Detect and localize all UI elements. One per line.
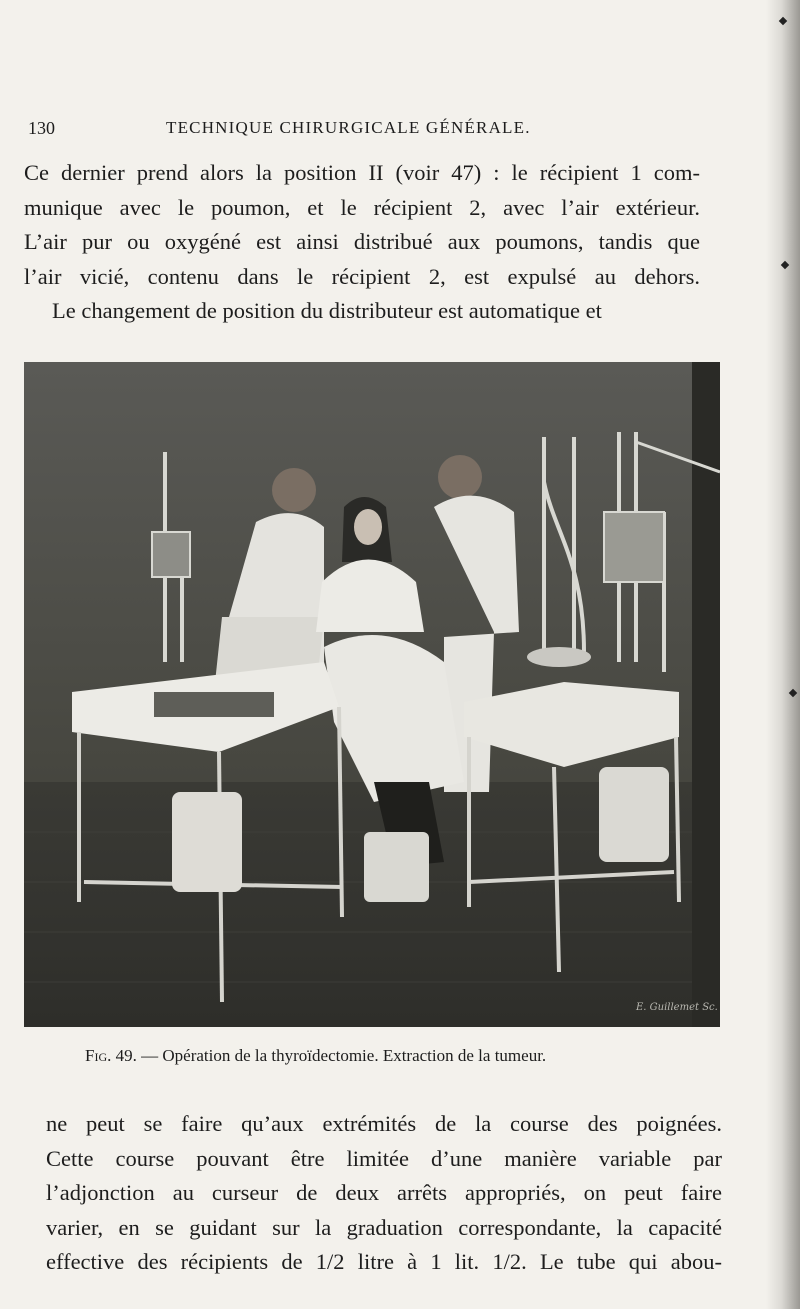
engraver-signature: E. Guillemet Sc. — [636, 1002, 718, 1013]
text-line: munique avec le poumon, et le récipient 2, avec l’air extérieur. — [24, 194, 700, 220]
top-paragraph — [24, 156, 700, 329]
figure-caption-text: — Opération de la thyroïdectomie. Extraction de la tumeur. — [141, 1046, 547, 1065]
bottom-paragraph — [46, 1107, 722, 1280]
text-line: l’air vicié, contenu dans le récipient 2, est expulsé au dehors. — [24, 263, 700, 289]
photograph-illustration — [24, 362, 720, 1027]
edge-mark — [779, 17, 787, 25]
edge-mark — [781, 261, 789, 269]
text-line: effective des récipients de 1/2 litre à 1 lit. 1/2. Le tube qui abou- — [46, 1249, 722, 1274]
text-line: Le changement de position du distributeur est automatique et — [52, 298, 602, 323]
page-header — [28, 118, 708, 142]
text-line: varier, en se guidant sur la graduation correspondante, la capacité — [46, 1214, 722, 1240]
text-line: l’adjonction au curseur de deux arrêts appropriés, on peut faire — [46, 1180, 722, 1205]
page-number: 130 — [28, 118, 55, 138]
text-line: Ce dernier prend alors la position II (voir 47) : le récipient 1 com- — [24, 160, 700, 185]
door-frame — [692, 362, 720, 1027]
figure-label: Fig. 49. — [85, 1046, 137, 1065]
text-line: ne peut se faire qu’aux extrémités de la course des poignées. — [46, 1111, 722, 1136]
text-line: L’air pur ou oxygéné est ainsi distribué aux poumons, tandis que — [24, 229, 700, 254]
text-line: Cette course pouvant être limitée d’une manière variable par — [46, 1145, 722, 1171]
surgery-photograph — [24, 362, 720, 1027]
edge-mark — [789, 689, 797, 697]
page-edge-shadow — [766, 0, 800, 1309]
running-head: TECHNIQUE CHIRURGICALE GÉNÉRALE. — [166, 118, 531, 137]
figure-caption — [85, 1046, 725, 1066]
